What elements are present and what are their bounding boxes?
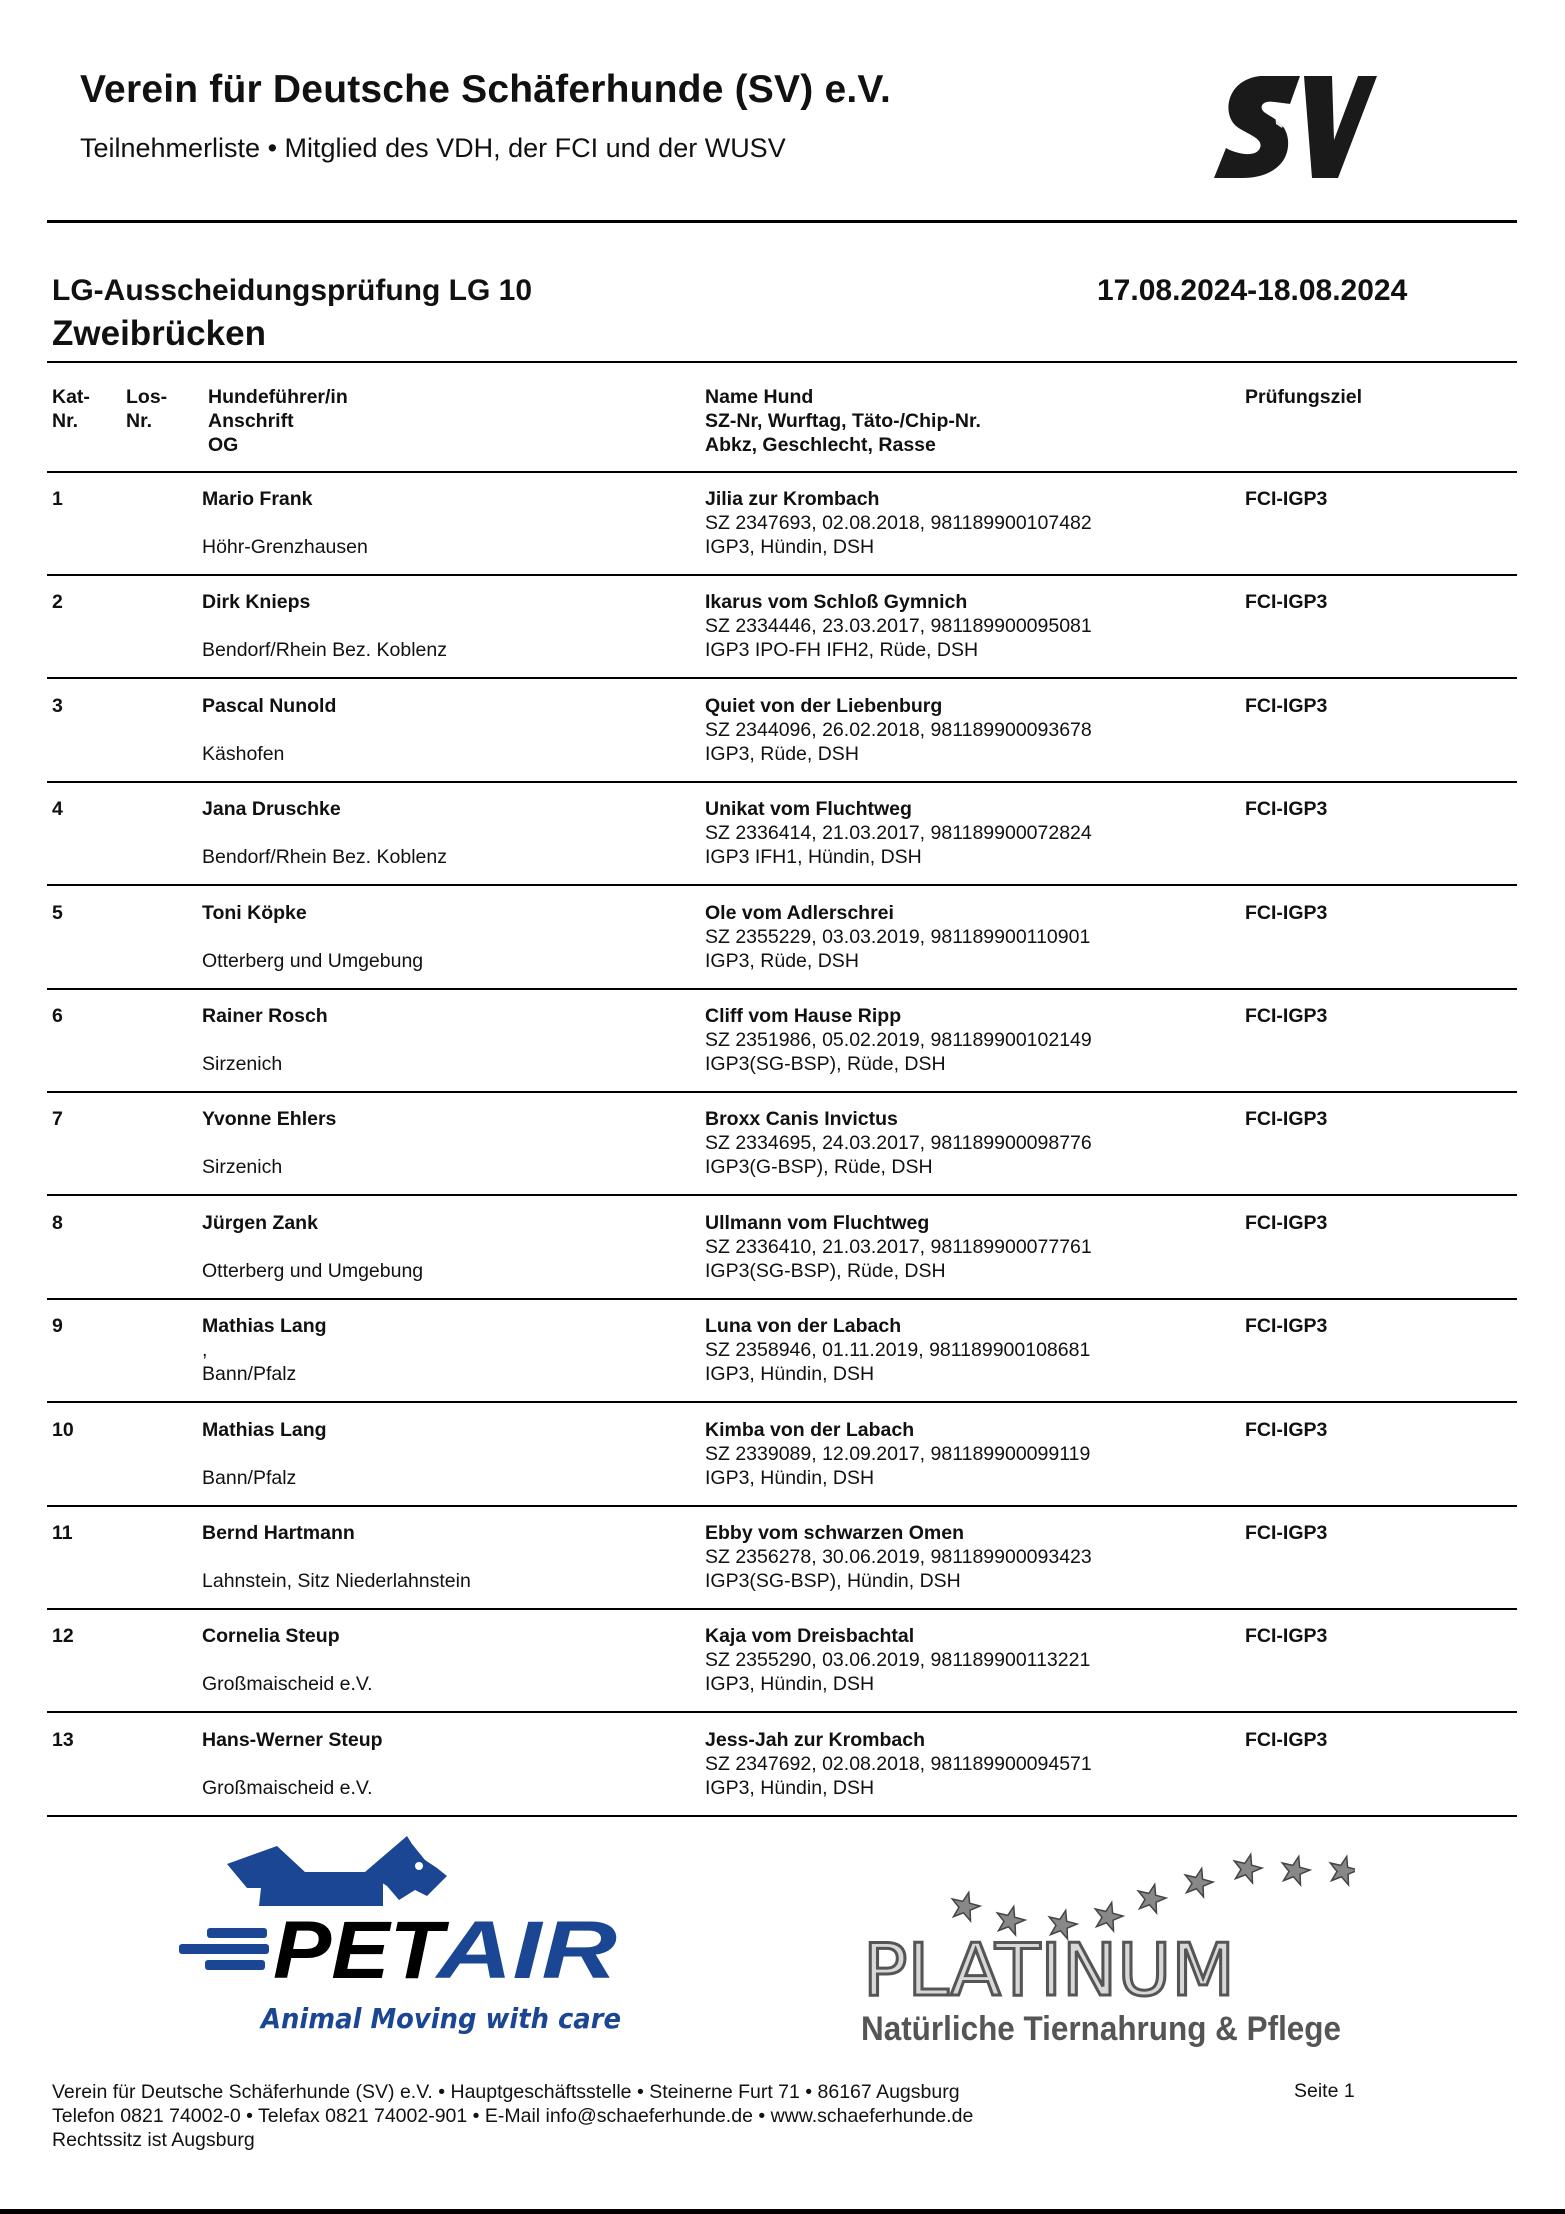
exam-goal: FCI-IGP3: [1245, 694, 1328, 717]
dog-registration: SZ 2344096, 26.02.2018, 981189900093678: [705, 718, 1092, 741]
exam-goal: FCI-IGP3: [1245, 1418, 1328, 1441]
dog-name: Ikarus vom Schloß Gymnich: [705, 591, 968, 614]
exam-goal: FCI-IGP3: [1245, 901, 1328, 924]
exam-goal: FCI-IGP3: [1245, 1108, 1328, 1131]
handler-name: Rainer Rosch: [202, 1005, 328, 1027]
kat-number: 7: [52, 1108, 63, 1131]
dog-name: Kimba von der Labach: [705, 1418, 915, 1441]
dog-details: IGP3, Hündin, DSH: [705, 1466, 875, 1489]
handler-name: Cornelia Steup: [202, 1625, 340, 1648]
kat-number: 1: [52, 488, 63, 510]
handler-og: Otterberg und Umgebung: [202, 1259, 424, 1282]
stars-decoration: [952, 1855, 1355, 1939]
dog-details: IGP3, Rüde, DSH: [705, 742, 859, 765]
dog-registration: SZ 2355229, 03.03.2019, 981189900110901: [705, 925, 1091, 948]
handler-name: Pascal Nunold: [202, 694, 337, 717]
star-icon: [1282, 1857, 1310, 1885]
header-line: Abkz, Geschlecht, Rasse: [705, 434, 936, 456]
handler-name: Dirk Knieps: [202, 591, 311, 614]
exam-goal: FCI-IGP3: [1245, 1315, 1328, 1338]
header-line: SZ-Nr, Wurftag, Täto-/Chip-Nr.: [705, 410, 981, 432]
table-row: [0, 680, 1565, 783]
handler-og: Großmaischeid e.V.: [202, 1673, 373, 1696]
table-row: [0, 1507, 1565, 1610]
kat-number: 3: [52, 694, 63, 717]
table-row: [0, 887, 1565, 990]
star-icon: [1138, 1885, 1166, 1913]
star-icon: [1330, 1857, 1355, 1885]
event-name: LG-Ausscheidungsprüfung LG 10: [52, 274, 533, 307]
petair-word-black: PET: [273, 1905, 450, 1996]
kat-number: 10: [52, 1418, 74, 1441]
dog-details: IGP3, Hündin, DSH: [705, 1776, 875, 1799]
row-divider: [47, 1815, 1517, 1817]
dog-registration: SZ 2336410, 21.03.2017, 981189900077761: [705, 1235, 1092, 1258]
dog-name: Unikat vom Fluchtweg: [705, 798, 912, 821]
column-header-goal: [1245, 385, 1362, 409]
footer-legal-seat: Rechtssitz ist Augsburg: [52, 2129, 255, 2151]
handler-og: Bann/Pfalz: [202, 1466, 297, 1489]
header-line: Los-: [126, 386, 168, 408]
header-line: Name Hund: [705, 386, 814, 408]
platinum-tagline: Natürliche Tiernahrung & Pflege: [861, 2010, 1341, 2048]
dog-details: IGP3 IFH1, Hündin, DSH: [705, 846, 922, 869]
dog-details: IGP3, Hündin, DSH: [705, 1363, 875, 1386]
kat-number: 11: [52, 1522, 73, 1544]
kat-number: 13: [52, 1728, 74, 1751]
petair-tagline: Animal Moving with care: [259, 2002, 621, 2035]
platinum-word: PLATINUM: [863, 1928, 1235, 2012]
table-row: [0, 1610, 1565, 1713]
header-line: Kat-: [52, 386, 90, 408]
handler-name: Mathias Lang: [202, 1315, 327, 1338]
dog-registration: SZ 2347693, 02.08.2018, 981189900107482: [705, 512, 1092, 534]
handler-og: Otterberg und Umgebung: [202, 949, 424, 972]
exam-goal: FCI-IGP3: [1245, 591, 1328, 614]
handler-name: Yvonne Ehlers: [202, 1108, 337, 1131]
handler-og: Höhr-Grenzhausen: [202, 536, 368, 558]
document-subtitle: Teilnehmerliste • Mitglied des VDH, der FCI und der WUSV: [80, 133, 786, 163]
table-row: [0, 1714, 1565, 1817]
column-header-kat: [52, 385, 90, 433]
dog-name: Ebby vom schwarzen Omen: [705, 1522, 964, 1544]
petair-word-blue: AIR: [434, 1905, 617, 1996]
dog-name: Quiet von der Liebenburg: [705, 694, 943, 717]
kat-number: 5: [52, 901, 63, 924]
handler-og: Bendorf/Rhein Bez. Koblenz: [202, 846, 447, 869]
exam-goal: FCI-IGP3: [1245, 1005, 1328, 1027]
table-row: [0, 783, 1565, 886]
handler-name: Hans-Werner Steup: [202, 1728, 383, 1751]
header-line: Nr.: [52, 410, 79, 432]
dog-registration: SZ 2351986, 05.02.2019, 981189900102149: [705, 1029, 1092, 1051]
dog-registration: SZ 2334446, 23.03.2017, 981189900095081: [705, 615, 1092, 638]
handler-address: ,: [202, 1339, 208, 1362]
table-row: [0, 1404, 1565, 1507]
dog-details: IGP3 IPO-FH IFH2, Rüde, DSH: [705, 639, 979, 662]
handler-name: Toni Köpke: [202, 901, 307, 924]
dog-registration: SZ 2355290, 03.06.2019, 981189900113221: [705, 1649, 1091, 1672]
dog-name: Jilia zur Krombach: [705, 488, 880, 510]
speed-lines-icon: [179, 1928, 269, 1970]
kat-number: 4: [52, 798, 63, 821]
event-dates: 17.08.2024-18.08.2024: [1097, 274, 1408, 307]
dog-registration: SZ 2339089, 12.09.2017, 981189900099119: [705, 1442, 1091, 1465]
header-divider: [47, 220, 1517, 223]
dog-registration: SZ 2336414, 21.03.2017, 981189900072824: [705, 822, 1092, 845]
exam-goal: FCI-IGP3: [1245, 1625, 1328, 1648]
dog-name: Broxx Canis Invictus: [705, 1108, 898, 1131]
table-row: [0, 1093, 1565, 1196]
dog-details: IGP3(G-BSP), Rüde, DSH: [705, 1156, 933, 1179]
dog-details: IGP3, Hündin, DSH: [705, 536, 875, 558]
dog-name: Kaja vom Dreisbachtal: [705, 1625, 915, 1648]
kat-number: 6: [52, 1005, 63, 1027]
exam-goal: FCI-IGP3: [1245, 798, 1328, 821]
table-row: [0, 1197, 1565, 1300]
dog-name: Ole vom Adlerschrei: [705, 901, 894, 924]
handler-og: Käshofen: [202, 742, 285, 765]
kat-number: 8: [52, 1211, 63, 1234]
organization-title: Verein für Deutsche Schäferhunde (SV) e.V.: [80, 68, 892, 111]
header-line: OG: [208, 434, 239, 456]
bottom-bar: [0, 2209, 1565, 2214]
handler-og: Lahnstein, Sitz Niederlahnstein: [202, 1570, 471, 1592]
dog-registration: SZ 2334695, 24.03.2017, 981189900098776: [705, 1132, 1092, 1155]
table-row: [0, 576, 1565, 679]
event-location: Zweibrücken: [52, 314, 266, 353]
exam-goal: FCI-IGP3: [1245, 1728, 1328, 1751]
dog-details: IGP3(SG-BSP), Rüde, DSH: [705, 1259, 946, 1282]
table-row: [0, 1300, 1565, 1403]
footer-address: Verein für Deutsche Schäferhunde (SV) e.V. • Hauptgeschäftsstelle • Steinerne Furt 71 • 86167 Augsburg: [52, 2081, 960, 2103]
exam-goal: FCI-IGP3: [1245, 1211, 1328, 1234]
platinum-logo: [855, 1825, 1355, 2050]
kat-number: 9: [52, 1315, 63, 1338]
footer-contact: Telefon 0821 74002-0 • Telefax 0821 74002-901 • E-Mail info@schaeferhunde.de • www.schaeferhunde.de: [52, 2105, 974, 2127]
kat-number: 2: [52, 591, 63, 614]
page-number: Seite 1: [1294, 2080, 1355, 2102]
dog-details: IGP3(SG-BSP), Hündin, DSH: [705, 1570, 961, 1592]
handler-og: Bendorf/Rhein Bez. Koblenz: [202, 639, 447, 662]
exam-goal: FCI-IGP3: [1245, 1522, 1328, 1544]
dog-name: Ullmann vom Fluchtweg: [705, 1211, 930, 1234]
dog-icon: [227, 1836, 447, 1906]
star-icon: [952, 1893, 980, 1921]
dog-details: IGP3(SG-BSP), Rüde, DSH: [705, 1053, 946, 1075]
dog-details: IGP3, Rüde, DSH: [705, 949, 859, 972]
handler-og: Bann/Pfalz: [202, 1363, 297, 1386]
header-line: Nr.: [126, 410, 153, 432]
handler-og: Sirzenich: [202, 1053, 283, 1075]
column-header-handler: [208, 385, 348, 457]
kat-number: 12: [52, 1625, 74, 1648]
column-header-dog: [705, 385, 981, 457]
dog-name: Luna von der Labach: [705, 1315, 902, 1338]
dog-registration: SZ 2356278, 30.06.2019, 981189900093423: [705, 1546, 1092, 1568]
dog-registration: SZ 2347692, 02.08.2018, 981189900094571: [705, 1752, 1092, 1775]
dog-name: Cliff vom Hause Ripp: [705, 1005, 902, 1027]
table-row: [0, 473, 1565, 576]
star-icon: [1234, 1855, 1262, 1883]
dog-name: Jess-Jah zur Krombach: [705, 1728, 925, 1751]
handler-og: Großmaischeid e.V.: [202, 1776, 373, 1799]
header-line: Anschrift: [208, 410, 294, 432]
exam-goal: FCI-IGP3: [1245, 488, 1328, 510]
handler-name: Bernd Hartmann: [202, 1522, 355, 1544]
star-icon: [1095, 1903, 1123, 1931]
handler-name: Mathias Lang: [202, 1418, 327, 1441]
petair-logo: [175, 1828, 630, 2038]
handler-og: Sirzenich: [202, 1156, 283, 1179]
table-row: [0, 990, 1565, 1093]
handler-name: Mario Frank: [202, 488, 313, 510]
handler-name: Jana Druschke: [202, 798, 341, 821]
dog-registration: SZ 2358946, 01.11.2019, 981189900108681: [705, 1339, 1091, 1362]
column-header-los: [126, 385, 167, 433]
handler-name: Jürgen Zank: [202, 1211, 318, 1234]
star-icon: [1185, 1869, 1213, 1897]
sv-logo-icon: [1212, 74, 1377, 180]
event-divider: [47, 361, 1517, 363]
dog-details: IGP3, Hündin, DSH: [705, 1673, 875, 1696]
header-line: Hundeführer/in: [208, 386, 348, 408]
header-line: Prüfungsziel: [1245, 386, 1363, 408]
